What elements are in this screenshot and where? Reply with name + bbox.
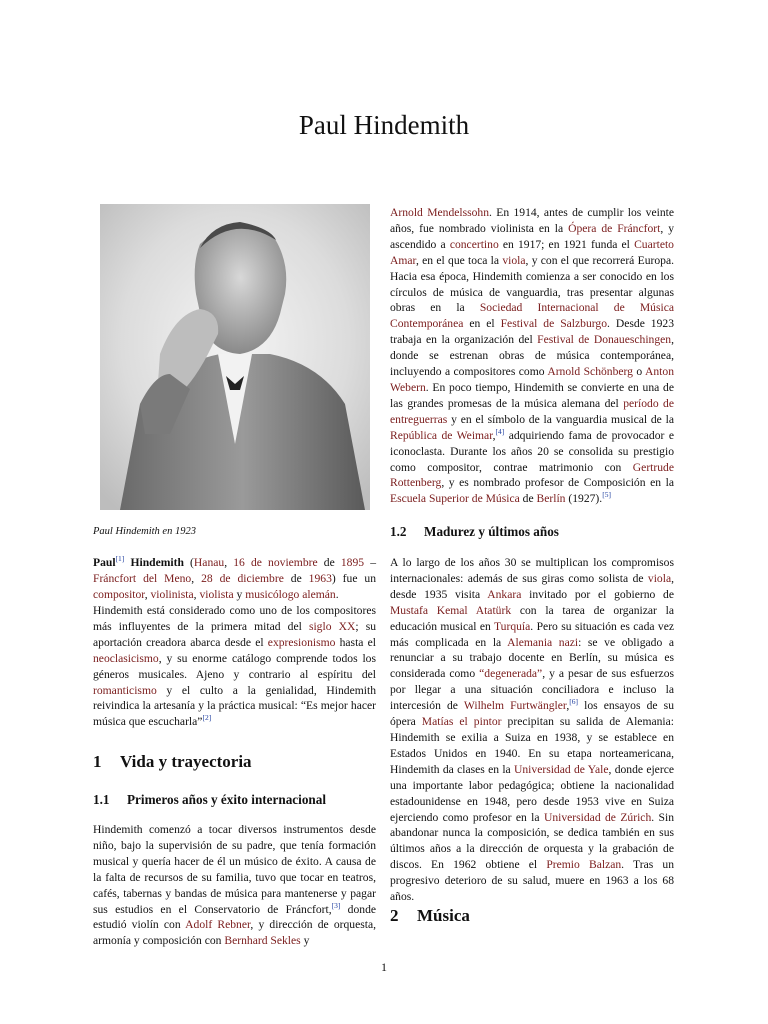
text: y — [233, 587, 246, 601]
section-number: 1.1 — [93, 792, 110, 807]
text: , y es nombrado profesor de Composición en la — [441, 476, 674, 490]
text: adquiriendo fama de provocador e iconoclasta. Durante los años 20 se consolida su prestigio como compositor, contrae matrimonio con — [390, 428, 674, 474]
section-title: Madurez y últimos años — [424, 524, 559, 539]
text: los ensayos de su ópera — [390, 699, 674, 729]
link-yale[interactable]: Universidad de Yale — [514, 762, 609, 776]
link-birthdate[interactable]: 16 de noviembre — [233, 556, 318, 569]
text: precipitan su salida de Alemania: Hindemith se exilia a Suiza en 1938, y se establece en Estados Unidos en 1940. En su etapa norteamericana, Hindemith da clases en la — [390, 715, 674, 776]
section-number: 1 — [93, 752, 102, 771]
text: A lo largo de los años 30 se multiplican los compromisos internacionales: además de sus giras como solista de — [390, 556, 674, 585]
link-ankara[interactable]: Ankara — [487, 587, 522, 601]
section-heading-1-1 — [93, 792, 326, 808]
link-deathdate[interactable]: 28 de diciembre — [201, 571, 284, 585]
text: ) fue un — [331, 571, 376, 585]
link-deathplace[interactable]: Fráncfort del Meno — [93, 571, 192, 585]
text: , — [224, 556, 234, 569]
text: Hindemith está considerado como uno de los compositores más influyentes de la primera mitad del — [93, 604, 376, 633]
section-title: Vida y trayectoria — [120, 752, 252, 771]
link-berlin[interactable]: Berlín — [536, 492, 566, 506]
link-deathyear[interactable]: 1963 — [308, 571, 332, 585]
reference-3[interactable]: [3] — [331, 900, 341, 910]
link-festival-donaueschingen[interactable]: Festival de Donaueschingen — [537, 333, 672, 347]
section-heading-2 — [390, 906, 470, 926]
text: (1927). — [565, 492, 603, 506]
reference-6[interactable]: [6] — [569, 697, 578, 707]
text: invitado por el gobierno de — [521, 587, 674, 601]
text: , — [492, 428, 496, 442]
early-years-paragraph — [93, 822, 376, 949]
link-birthyear[interactable]: 1895 — [340, 556, 365, 569]
text: , desde 1935 visita — [390, 571, 674, 601]
text: ; su aportación creadora abarca desde el — [93, 619, 377, 649]
page-number: 1 — [381, 960, 387, 974]
link-concertino[interactable]: concertino — [449, 237, 499, 251]
link-compositor[interactable]: compositor — [93, 587, 145, 601]
reference-5[interactable]: [5] — [602, 490, 611, 500]
reference-1[interactable]: [1] — [115, 554, 125, 564]
page-title: Paul Hindemith — [298, 110, 470, 140]
text: de — [317, 556, 341, 569]
link-premio-balzan[interactable]: Premio Balzan — [546, 858, 622, 872]
link-matias-el-pintor[interactable]: Matías el pintor — [421, 715, 502, 729]
name-last: Hindemith — [124, 556, 184, 569]
section-title: Primeros años y éxito internacional — [127, 792, 327, 807]
text: con la tarea de organizar la educación musical en — [390, 603, 675, 633]
text: , y a pesar de sus esfuerzos por llegar a una situación conciliadora e incluso la intercesión de — [390, 667, 675, 713]
text: hasta el — [335, 635, 376, 649]
link-zurich[interactable]: Universidad de Zúrich — [543, 810, 652, 824]
link-rottenberg[interactable]: Gertrude Rottenberg — [390, 460, 674, 490]
link-ataturk[interactable]: Mustafa Kemal Atatürk — [390, 603, 512, 617]
name-first: Paul — [93, 556, 116, 569]
section-title: Música — [417, 906, 470, 925]
text: , donde ejerce una importante labor pedagógica; obtiene la nacionalidad estadounidense en 1948, pero desde 1953 vive en Suiza ejerciendo como profesor en la — [390, 762, 674, 824]
link-opera-francfort[interactable]: Ópera de Fráncfort — [568, 221, 661, 235]
link-musicologo[interactable]: musicólogo — [245, 587, 300, 601]
link-sociedad-internacional[interactable]: Sociedad Internacional de Música Contemporánea — [390, 301, 675, 331]
link-furtwangler[interactable]: Wilhelm Furtwängler — [463, 699, 567, 713]
career-paragraph — [390, 205, 674, 507]
text: – — [364, 556, 376, 569]
text: . Desde 1923 trabaja en la organización del — [390, 317, 674, 347]
link-degenerada[interactable]: “degenerada” — [479, 667, 543, 681]
text: , donde se estrenan obras de música contemporánea, incluyendo a compositores como — [390, 333, 674, 379]
overview-paragraph — [93, 603, 376, 730]
section-number: 1.2 — [390, 524, 407, 539]
text: y — [300, 934, 310, 948]
text: de — [519, 492, 537, 506]
text: : se ve obligado a renunciar a su trabajo docente en Berlín, su música es considerada como — [390, 635, 674, 681]
text: en el — [463, 317, 501, 331]
link-expresionismo[interactable]: expresionismo — [267, 635, 336, 649]
text: o — [632, 365, 646, 379]
reference-4[interactable]: [4] — [495, 426, 505, 436]
text: Hindemith comenzó a tocar diversos instrumentos desde niño, bajo la supervisión de su padre, que tenía formación musical y quería hacer de él un músico de éxito. A causa de la falta de recursos de su familia, tuvo que tocar en teatros, cafés, tabernas y bandas de música para mantenerse y pagar sus estudios en el Conservatorio de Fráncfort, — [93, 823, 376, 916]
text: . — [335, 587, 339, 601]
link-violinista[interactable]: violinista — [150, 587, 194, 601]
link-aleman[interactable]: alemán — [302, 587, 336, 601]
text: , y ascendido a — [390, 221, 675, 251]
text: en 1917; en 1921 funda el — [498, 237, 635, 251]
link-alemania-nazi[interactable]: Alemania nazi — [507, 635, 579, 649]
link-weimar[interactable]: República de Weimar — [390, 428, 493, 442]
link-viola-2[interactable]: viola — [647, 571, 672, 585]
text: , — [193, 587, 200, 601]
text: , — [566, 699, 570, 713]
text: , y con el que recorrerá Europa. Hacia esa época, Hindemith comienza a ser conocido en los círculos de música de vanguardia, tras presentar algunas obras en la — [390, 253, 674, 315]
link-siglo-xx[interactable]: siglo XX — [308, 619, 356, 633]
link-turquia[interactable]: Turquía — [494, 619, 531, 633]
maturity-paragraph — [390, 555, 674, 905]
text: y en el símbolo de la vanguardia musical de la — [447, 412, 674, 426]
text: , en el que toca la — [415, 253, 503, 267]
link-mendelssohn[interactable]: Arnold Mendelssohn — [390, 206, 490, 219]
text: , — [144, 587, 151, 601]
link-sekles[interactable]: Bernhard Sekles — [224, 934, 301, 948]
section-heading-1-2 — [390, 524, 559, 540]
text: . En 1914, antes de cumplir los veinte años, fue nombrado violinista en la — [390, 206, 674, 235]
link-viola[interactable]: viola — [502, 253, 526, 267]
text: y el culto a la genialidad, Hindemith reivindica la artesanía y la práctica musical: “Es mejor hacer música que escucharla” — [93, 683, 376, 729]
section-heading-1 — [93, 752, 252, 772]
text: . Tras un progresivo deterioro de su salud, muere en 1963 a los 68 años. — [390, 858, 674, 904]
link-romanticismo[interactable]: romanticismo — [93, 683, 157, 697]
text: , — [191, 571, 202, 585]
link-escuela-superior[interactable]: Escuela Superior de Música — [390, 492, 520, 506]
portrait-photo — [100, 204, 370, 510]
link-violista[interactable]: violista — [199, 587, 234, 601]
text: . Sin abandonar nunca la composición, se dedica también en sus últimos años a la dirección de orquesta y la grabación de discos. En 1962 obtiene el — [390, 810, 675, 872]
text: . En poco tiempo, Hindemith se convierte en una de las grandes promesas de la música alemana del — [390, 380, 674, 410]
text: , y dirección de orquesta, armonía y composición con — [93, 918, 376, 948]
text: donde estudió violín con — [93, 902, 377, 932]
link-webern[interactable]: Anton Webern — [390, 365, 674, 394]
section-number: 2 — [390, 906, 399, 925]
intro-paragraph — [93, 555, 376, 603]
reference-2[interactable]: [2] — [202, 713, 212, 723]
link-hanau[interactable]: Hanau — [193, 556, 225, 569]
text: de — [283, 571, 309, 585]
link-entreguerras[interactable]: período de entreguerras — [390, 396, 675, 426]
link-rebner[interactable]: Adolf Rebner — [185, 918, 251, 932]
text: ( — [183, 556, 194, 569]
image-caption: Paul Hindemith en 1923 — [93, 526, 196, 537]
text: , y su enorme catálogo comprende todos los géneros musicales. Ajeno y contrario al espíritu del — [93, 651, 376, 681]
link-festival-salzburgo[interactable]: Festival de Salzburgo — [500, 317, 607, 331]
link-schonberg[interactable]: Arnold Schönberg — [547, 365, 633, 379]
link-cuarteto-amar[interactable]: Cuarteto Amar — [390, 237, 674, 267]
link-neoclasicismo[interactable]: neoclasicismo — [93, 651, 159, 665]
text: . Pero su situación es cada vez más complicada en la — [390, 619, 675, 649]
